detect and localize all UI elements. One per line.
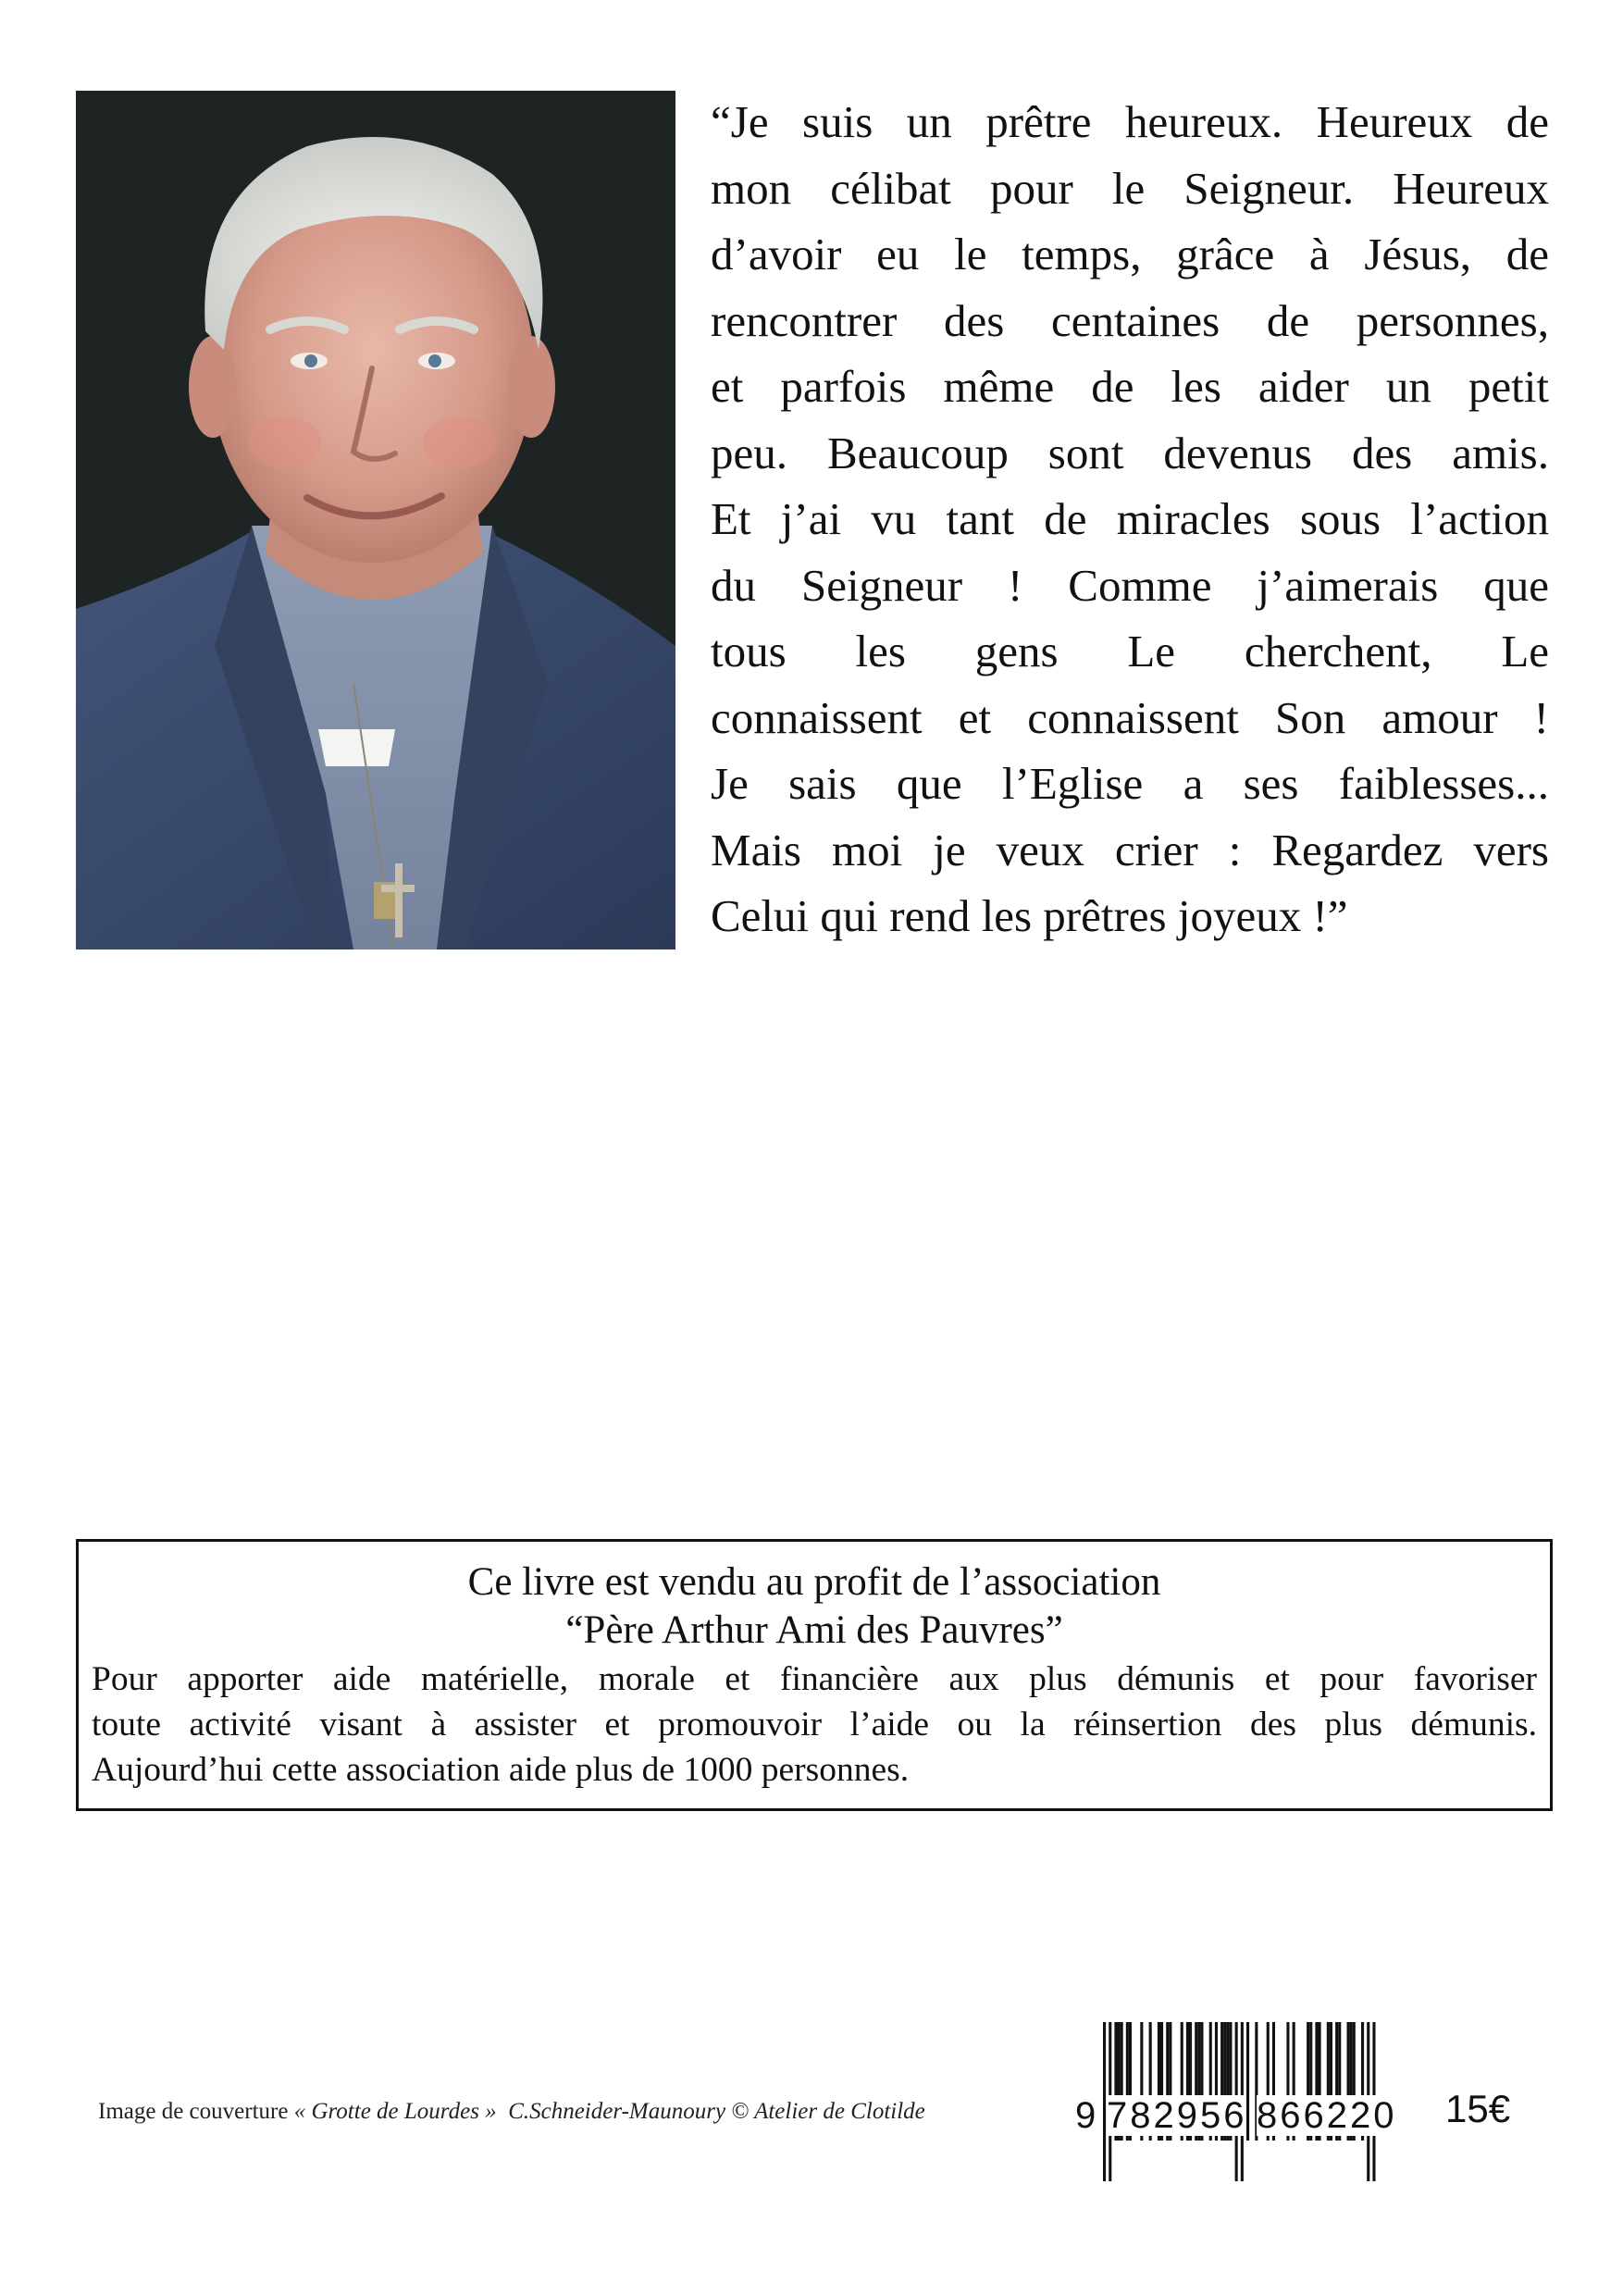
association-body-line: Aujourd’hui cette association aide plus de 1000 personnes. (92, 1751, 910, 1789)
quote-line: peu. Beaucoup sont devenus des amis. (711, 427, 1549, 478)
isbn-first-digit: 9 (1075, 2095, 1096, 2136)
association-description (92, 1657, 1537, 1793)
isbn-left-group: 782956 (1107, 2095, 1247, 2136)
quote-line: du Seigneur ! Comme j’aimerais que (711, 559, 1549, 611)
quote-line: Je sais que l’Eglise a ses faiblesses... (711, 758, 1549, 809)
credit-title: « Grotte de Lourdes » (293, 2099, 497, 2124)
association-box (76, 1539, 1553, 1811)
priest-portrait-photo (76, 91, 675, 949)
priest-quote (711, 89, 1549, 949)
price-label: 15€ (1445, 2087, 1511, 2130)
association-title-line1: Ce livre est vendu au profit de l’association (467, 1560, 1161, 1604)
quote-line: Celui qui rend les prêtres joyeux !” (711, 890, 1348, 941)
quote-line: Et j’ai vu tant de miracles sous l’action (711, 493, 1549, 544)
cover-image-credit (98, 2098, 925, 2126)
quote-line: Mais moi je veux crier : Regardez vers (711, 824, 1549, 875)
quote-line: tous les gens Le cherchent, Le (711, 626, 1549, 676)
quote-line: d’avoir eu le temps, grâce à Jésus, de (711, 229, 1549, 279)
quote-line: et parfois même de les aider un petit (711, 361, 1549, 412)
association-body-line: Pour apporter aide matérielle, morale et financière aux plus démunis et pour favoriser (92, 1660, 1537, 1698)
quote-line: mon célibat pour le Seigneur. Heureux (711, 162, 1549, 214)
credit-prefix: Image de couverture (98, 2099, 289, 2124)
isbn-right-group: 866220 (1257, 2095, 1397, 2136)
credit-author: C.Schneider-Maunoury © Atelier de Clotilde (508, 2099, 925, 2124)
association-name: “Père Arthur Ami des Pauvres” (565, 1608, 1063, 1652)
quote-line: “Je suis un prêtre heureux. Heureux de (711, 96, 1549, 147)
association-body-line: toute activité visant à assister et promouvoir l’aide ou la réinsertion des plus démunis. (92, 1706, 1537, 1744)
barcode-bar (1103, 2022, 1106, 2181)
quote-line: connaissent et connaissent Son amour ! (711, 691, 1549, 743)
quote-line: rencontrer des centaines de personnes, (711, 294, 1549, 346)
